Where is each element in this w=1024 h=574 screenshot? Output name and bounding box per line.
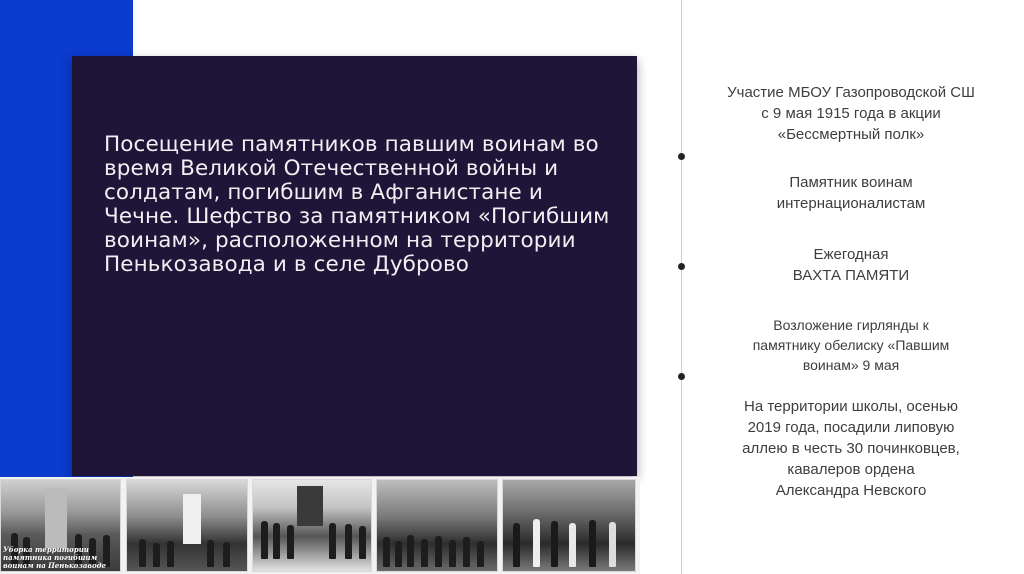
person-figure [477,541,484,567]
timeline-item-memory-watch: Ежегодная ВАХТА ПАМЯТИ [792,246,910,284]
person-figure [207,540,214,567]
person-figure [421,539,428,567]
photo-monument-visit [252,479,372,572]
person-figure [223,542,230,567]
person-figure [589,520,596,567]
person-figure [359,526,366,559]
person-figure [345,524,352,559]
person-figure [513,523,520,567]
main-description: Посещение памятников павшим воинам во время Великой Отечественной войны и солдатам, погибшим в Афганистане и Чечне. Шефство за памятником «Погибшим воинам», расположенном на территории Пенькозавода и в селе Дуброво [104,132,610,277]
person-figure [287,525,294,559]
timeline-dot [678,263,685,270]
person-figure [463,537,470,567]
timeline-item-garland: Возложение гирлянды к памятнику обелиску «Павшим воинам» 9 мая [752,317,950,373]
person-figure [167,541,174,567]
person-figure [569,523,576,567]
photo-strip [0,477,640,574]
person-figure [383,537,390,567]
photo-students [502,479,636,572]
timeline-item-immortal-regiment: Участие МБОУ Газопроводской СШ с 9 мая 1915 года в акции «Бессмертный полк» [727,84,975,143]
person-figure [407,535,414,567]
person-figure [533,519,540,567]
timeline-line [681,0,682,574]
photo-caption: Уборка территории памятника погибшим воинам на Пенькозаводе [3,545,106,570]
photo-group-flag [126,479,248,572]
person-figure [609,522,616,567]
person-figure [261,521,268,559]
timeline-item-linden-alley: На территории школы, осенью 2019 года, посадили липовую аллею в честь 30 починковцев, кавалеров ордена Александра Невского [742,398,960,499]
photo-cleanup [0,479,121,572]
timeline-item-internationalist-monument: Памятник воинам интернационалистам [776,174,926,212]
person-figure [395,541,402,567]
person-figure [551,521,558,567]
monument-shape [183,494,201,544]
monument-shape [297,486,323,526]
person-figure [139,539,146,567]
person-figure [329,523,336,559]
person-figure [435,536,442,567]
timeline-dot [678,373,685,380]
monument-shape [45,488,67,548]
person-figure [449,540,456,567]
photo-crowd [376,479,498,572]
person-figure [153,543,160,567]
person-figure [273,523,280,559]
timeline-dot [678,153,685,160]
